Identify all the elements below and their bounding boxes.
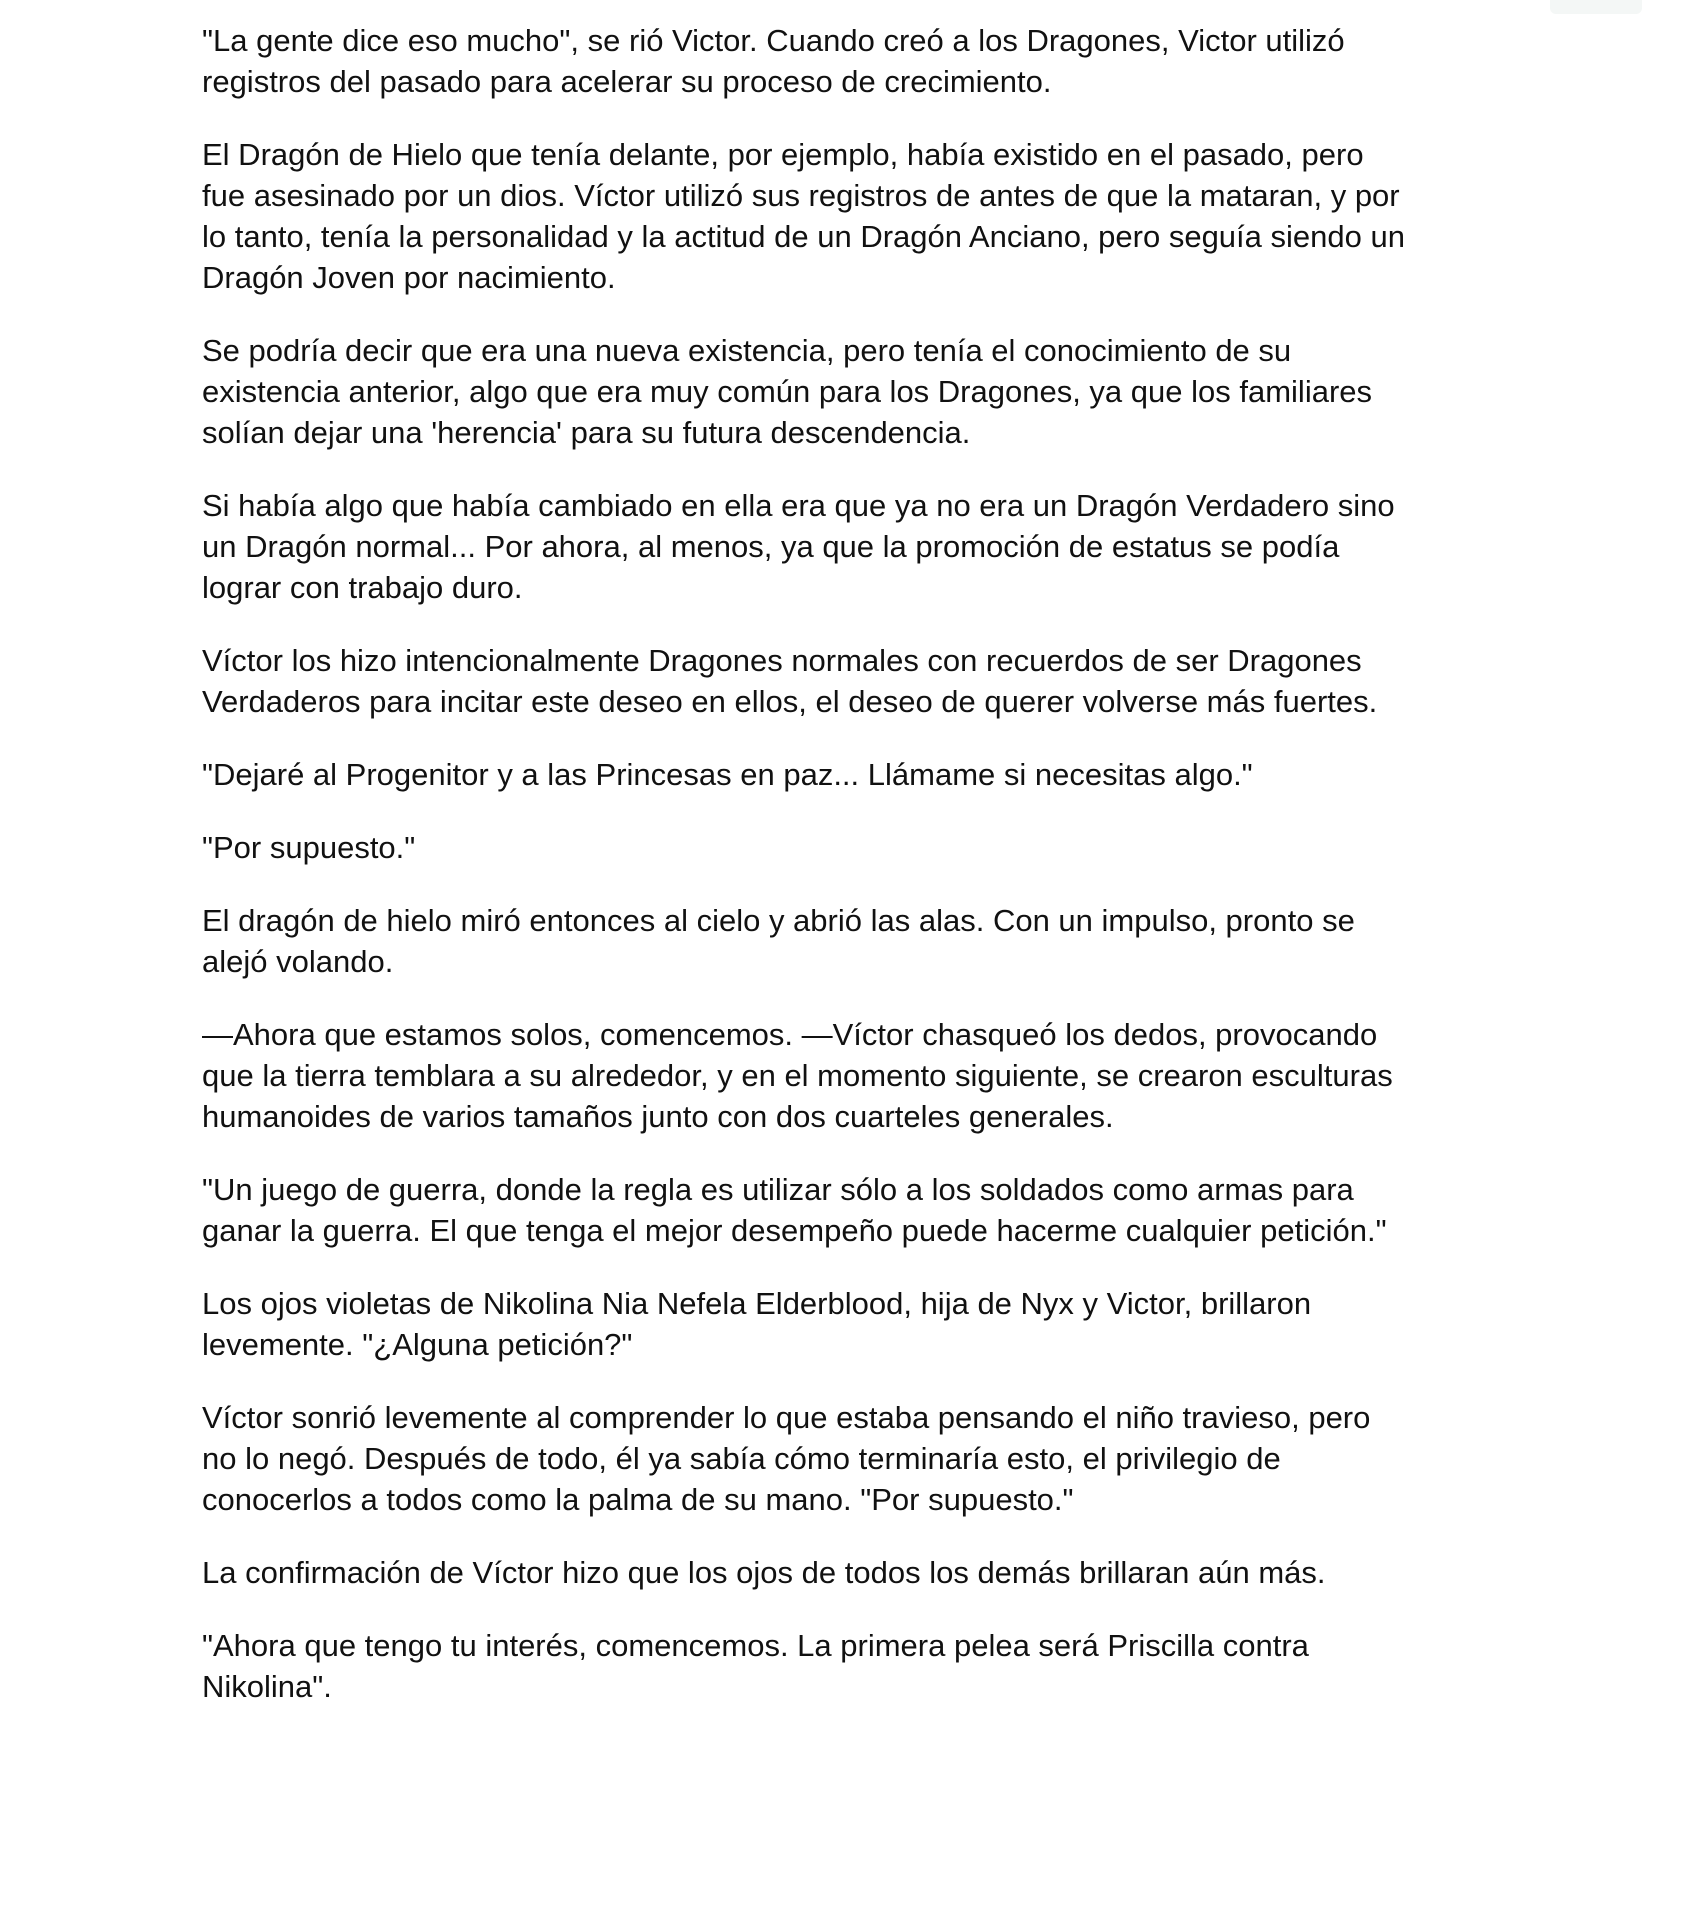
paragraph-4: Si había algo que había cambiado en ella era que ya no era un Dragón Verdadero sino un Dragón normal... Por ahora, al menos, ya que la promoción de estatus se podía lograr con trabajo duro.: [202, 488, 1395, 605]
corner-tab-mark: [1550, 0, 1642, 14]
paragraph-10: "Un juego de guerra, donde la regla es utilizar sólo a los soldados como armas para ganar la guerra. El que tenga el mejor desempeño puede hacerme cualquier petición.": [202, 1172, 1387, 1248]
paragraph-9: —Ahora que estamos solos, comencemos. —Víctor chasqueó los dedos, provocando que la tierra temblara a su alrededor, y en el momento siguiente, se crearon esculturas humanoides de varios tamaños junto con dos cuarteles generales.: [202, 1017, 1393, 1134]
paragraph-6: "Dejaré al Progenitor y a las Princesas en paz... Llámame si necesitas algo.": [202, 757, 1253, 792]
paragraph-5: Víctor los hizo intencionalmente Dragones normales con recuerdos de ser Dragones Verdaderos para incitar este deseo en ellos, el deseo de querer volverse más fuertes.: [202, 643, 1378, 719]
paragraph-3: Se podría decir que era una nueva existencia, pero tenía el conocimiento de su existencia anterior, algo que era muy común para los Dragones, ya que los familiares solían dejar una 'herencia' para su futura descendencia.: [202, 333, 1373, 450]
paragraph-7: "Por supuesto.": [202, 830, 416, 865]
paragraph-8: El dragón de hielo miró entonces al cielo y abrió las alas. Con un impulso, pronto se alejó volando.: [202, 903, 1355, 979]
paragraph-1: "La gente dice eso mucho", se rió Victor. Cuando creó a los Dragones, Victor utilizó registros del pasado para acelerar su proceso de crecimiento.: [202, 23, 1345, 99]
paragraph-14: "Ahora que tengo tu interés, comencemos. La primera pelea será Priscilla contra Nikolina".: [202, 1628, 1309, 1704]
paragraph-11: Los ojos violetas de Nikolina Nia Nefela Elderblood, hija de Nyx y Victor, brillaron levemente. "¿Alguna petición?": [202, 1286, 1312, 1362]
paragraph-13: La confirmación de Víctor hizo que los ojos de todos los demás brillaran aún más.: [202, 1555, 1326, 1590]
document-body: [202, 20, 1532, 1739]
paragraph-2: El Dragón de Hielo que tenía delante, por ejemplo, había existido en el pasado, pero fue asesinado por un dios. Víctor utilizó sus registros de antes de que la mataran, y por lo tanto, tenía la personalidad y la actitud de un Dragón Anciano, pero seguía siendo un Dragón Joven por nacimiento.: [202, 137, 1405, 295]
paragraph-12: Víctor sonrió levemente al comprender lo que estaba pensando el niño travieso, pero no lo negó. Después de todo, él ya sabía cómo terminaría esto, el privilegio de conocerlos a todos como la palma de su mano. "Por supuesto.": [202, 1400, 1371, 1517]
